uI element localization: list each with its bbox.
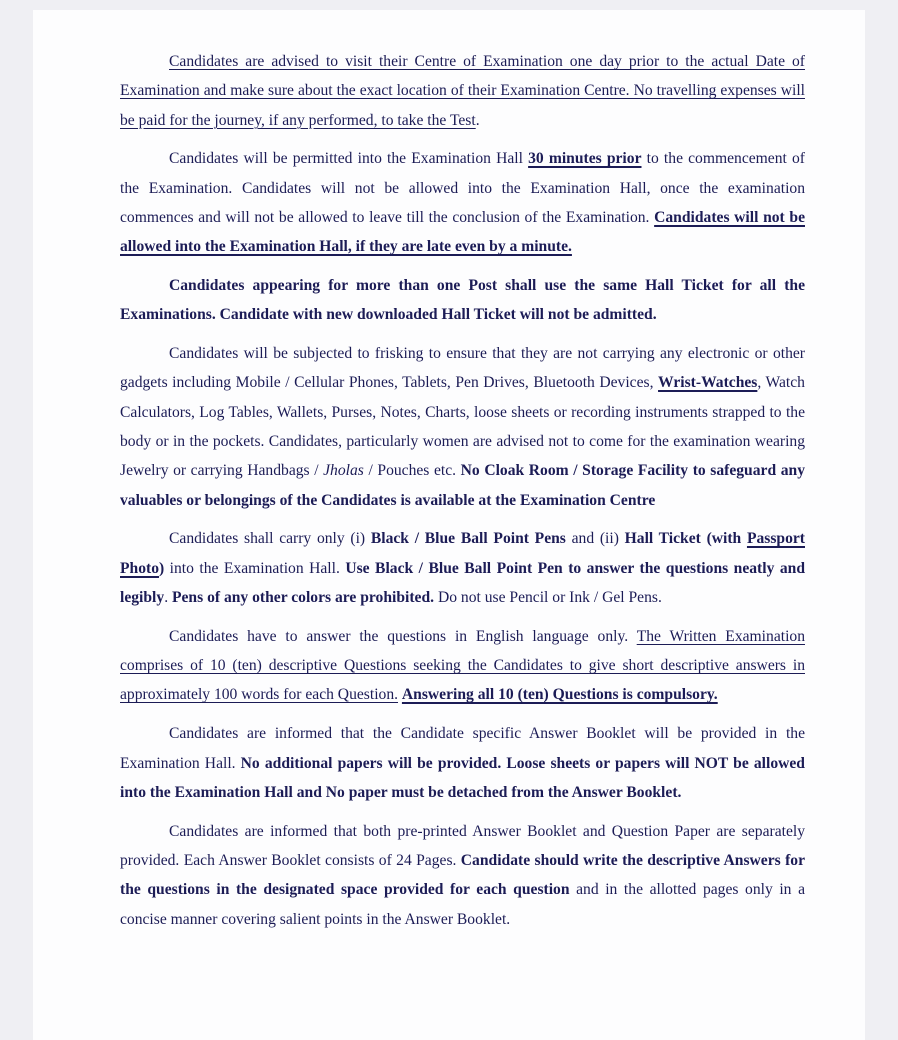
text-segment: The Written Examination comprises of 10 (ten) descriptive Questions seeking the Candidates to give short descriptive answers in approximately 100 words for each Question.	[120, 627, 805, 704]
paragraph-hall-ticket	[120, 271, 805, 330]
text-segment: Pens of any other colors are prohibited.	[171, 589, 435, 607]
text-segment: No Cloak Room / Storage Facility to safeguard any valuables or belongings of the Candidates is available at the Examination Centre	[120, 462, 805, 509]
paragraph-entry-timing	[120, 144, 805, 261]
text-segment: Candidates shall carry only (i)	[169, 530, 371, 548]
paragraph-permitted-items	[120, 524, 805, 612]
text-segment: into the Examination Hall.	[164, 559, 346, 577]
text-segment: , Watch Calculators, Log Tables, Wallets, Purses, Notes, Charts, loose sheets or recording instruments strapped to the body or in the pockets. Candidates, particularly women are advised not to come for the examination wearing Jewelry or carrying Handbags /	[120, 374, 805, 480]
text-segment: Candidates are informed that the Candidate specific Answer Booklet will be provided in the Examination Hall.	[120, 725, 805, 772]
text-segment: Black / Blue Ball Point Pens	[370, 530, 566, 548]
paragraph-answer-booklet	[120, 719, 805, 807]
paragraph-exam-format	[120, 622, 805, 710]
text-segment: Candidates have to answer the questions in English language only.	[169, 627, 637, 645]
text-segment: Candidates appearing for more than one Post shall use the same Hall Ticket for all the Examinations. Candidate with new downloaded Hall Ticket will not be admitted.	[120, 277, 805, 324]
paragraph-travel-advice	[120, 47, 805, 135]
text-segment: .	[164, 589, 172, 607]
text-segment: Wrist-Watches	[658, 374, 758, 392]
text-segment: Use Black / Blue Ball Point Pen to answer the questions neatly and legibly	[120, 559, 805, 607]
text-segment: Answering all 10 (ten) Questions is compulsory.	[401, 686, 718, 704]
text-segment: / Pouches etc.	[363, 462, 461, 480]
text-segment: 30 minutes prior	[528, 150, 642, 168]
text-segment: Candidates will not be allowed into the Examination Hall, if they are late even by a minute.	[120, 208, 805, 256]
text-segment: to the commencement of the Examination. Candidates will not be allowed into the Examination Hall, once the examination commences and will not be allowed to leave till the conclusion of the Examination.	[120, 150, 805, 226]
text-segment: and (ii)	[565, 530, 625, 548]
text-segment: )	[158, 559, 165, 577]
text-segment: Candidate should write the descriptive Answers for the questions in the designated space provided for each question	[120, 851, 805, 899]
text-segment: Hall Ticket (with	[624, 530, 747, 548]
text-segment: Candidates are advised to visit their Centre of Examination one day prior to the actual Date of Examination and make sure about the exact location of their Examination Centre. No travelling expenses will be paid for the journey, if any performed, to take the Test	[120, 53, 805, 129]
text-segment: Passport Photo	[120, 530, 805, 577]
document-page	[33, 10, 865, 1040]
text-segment: Do not use Pencil or Ink / Gel Pens.	[434, 589, 662, 607]
text-segment: Candidates will be subjected to frisking to ensure that they are not carrying any electronic or other gadgets including Mobile / Cellular Phones, Tablets, Pen Drives, Bluetooth Devices,	[120, 345, 805, 392]
paragraph-frisking	[120, 339, 805, 515]
text-segment: Jholas	[323, 462, 364, 480]
document-body	[120, 47, 805, 943]
text-segment: .	[475, 111, 480, 129]
text-segment: No additional papers will be provided. Loose sheets or papers will NOT be allowed into the Examination Hall and No paper must be detached from the Answer Booklet.	[120, 754, 805, 801]
paragraph-booklet-pages	[120, 817, 805, 934]
text-segment: and in the allotted pages only in a concise manner covering salient points in the Answer Booklet.	[120, 881, 805, 928]
text-segment: Candidates will be permitted into the Examination Hall	[169, 150, 529, 168]
text-segment: Candidates are informed that both pre-printed Answer Booklet and Question Paper are separately provided. Each Answer Booklet consists of 24 Pages.	[120, 822, 805, 869]
